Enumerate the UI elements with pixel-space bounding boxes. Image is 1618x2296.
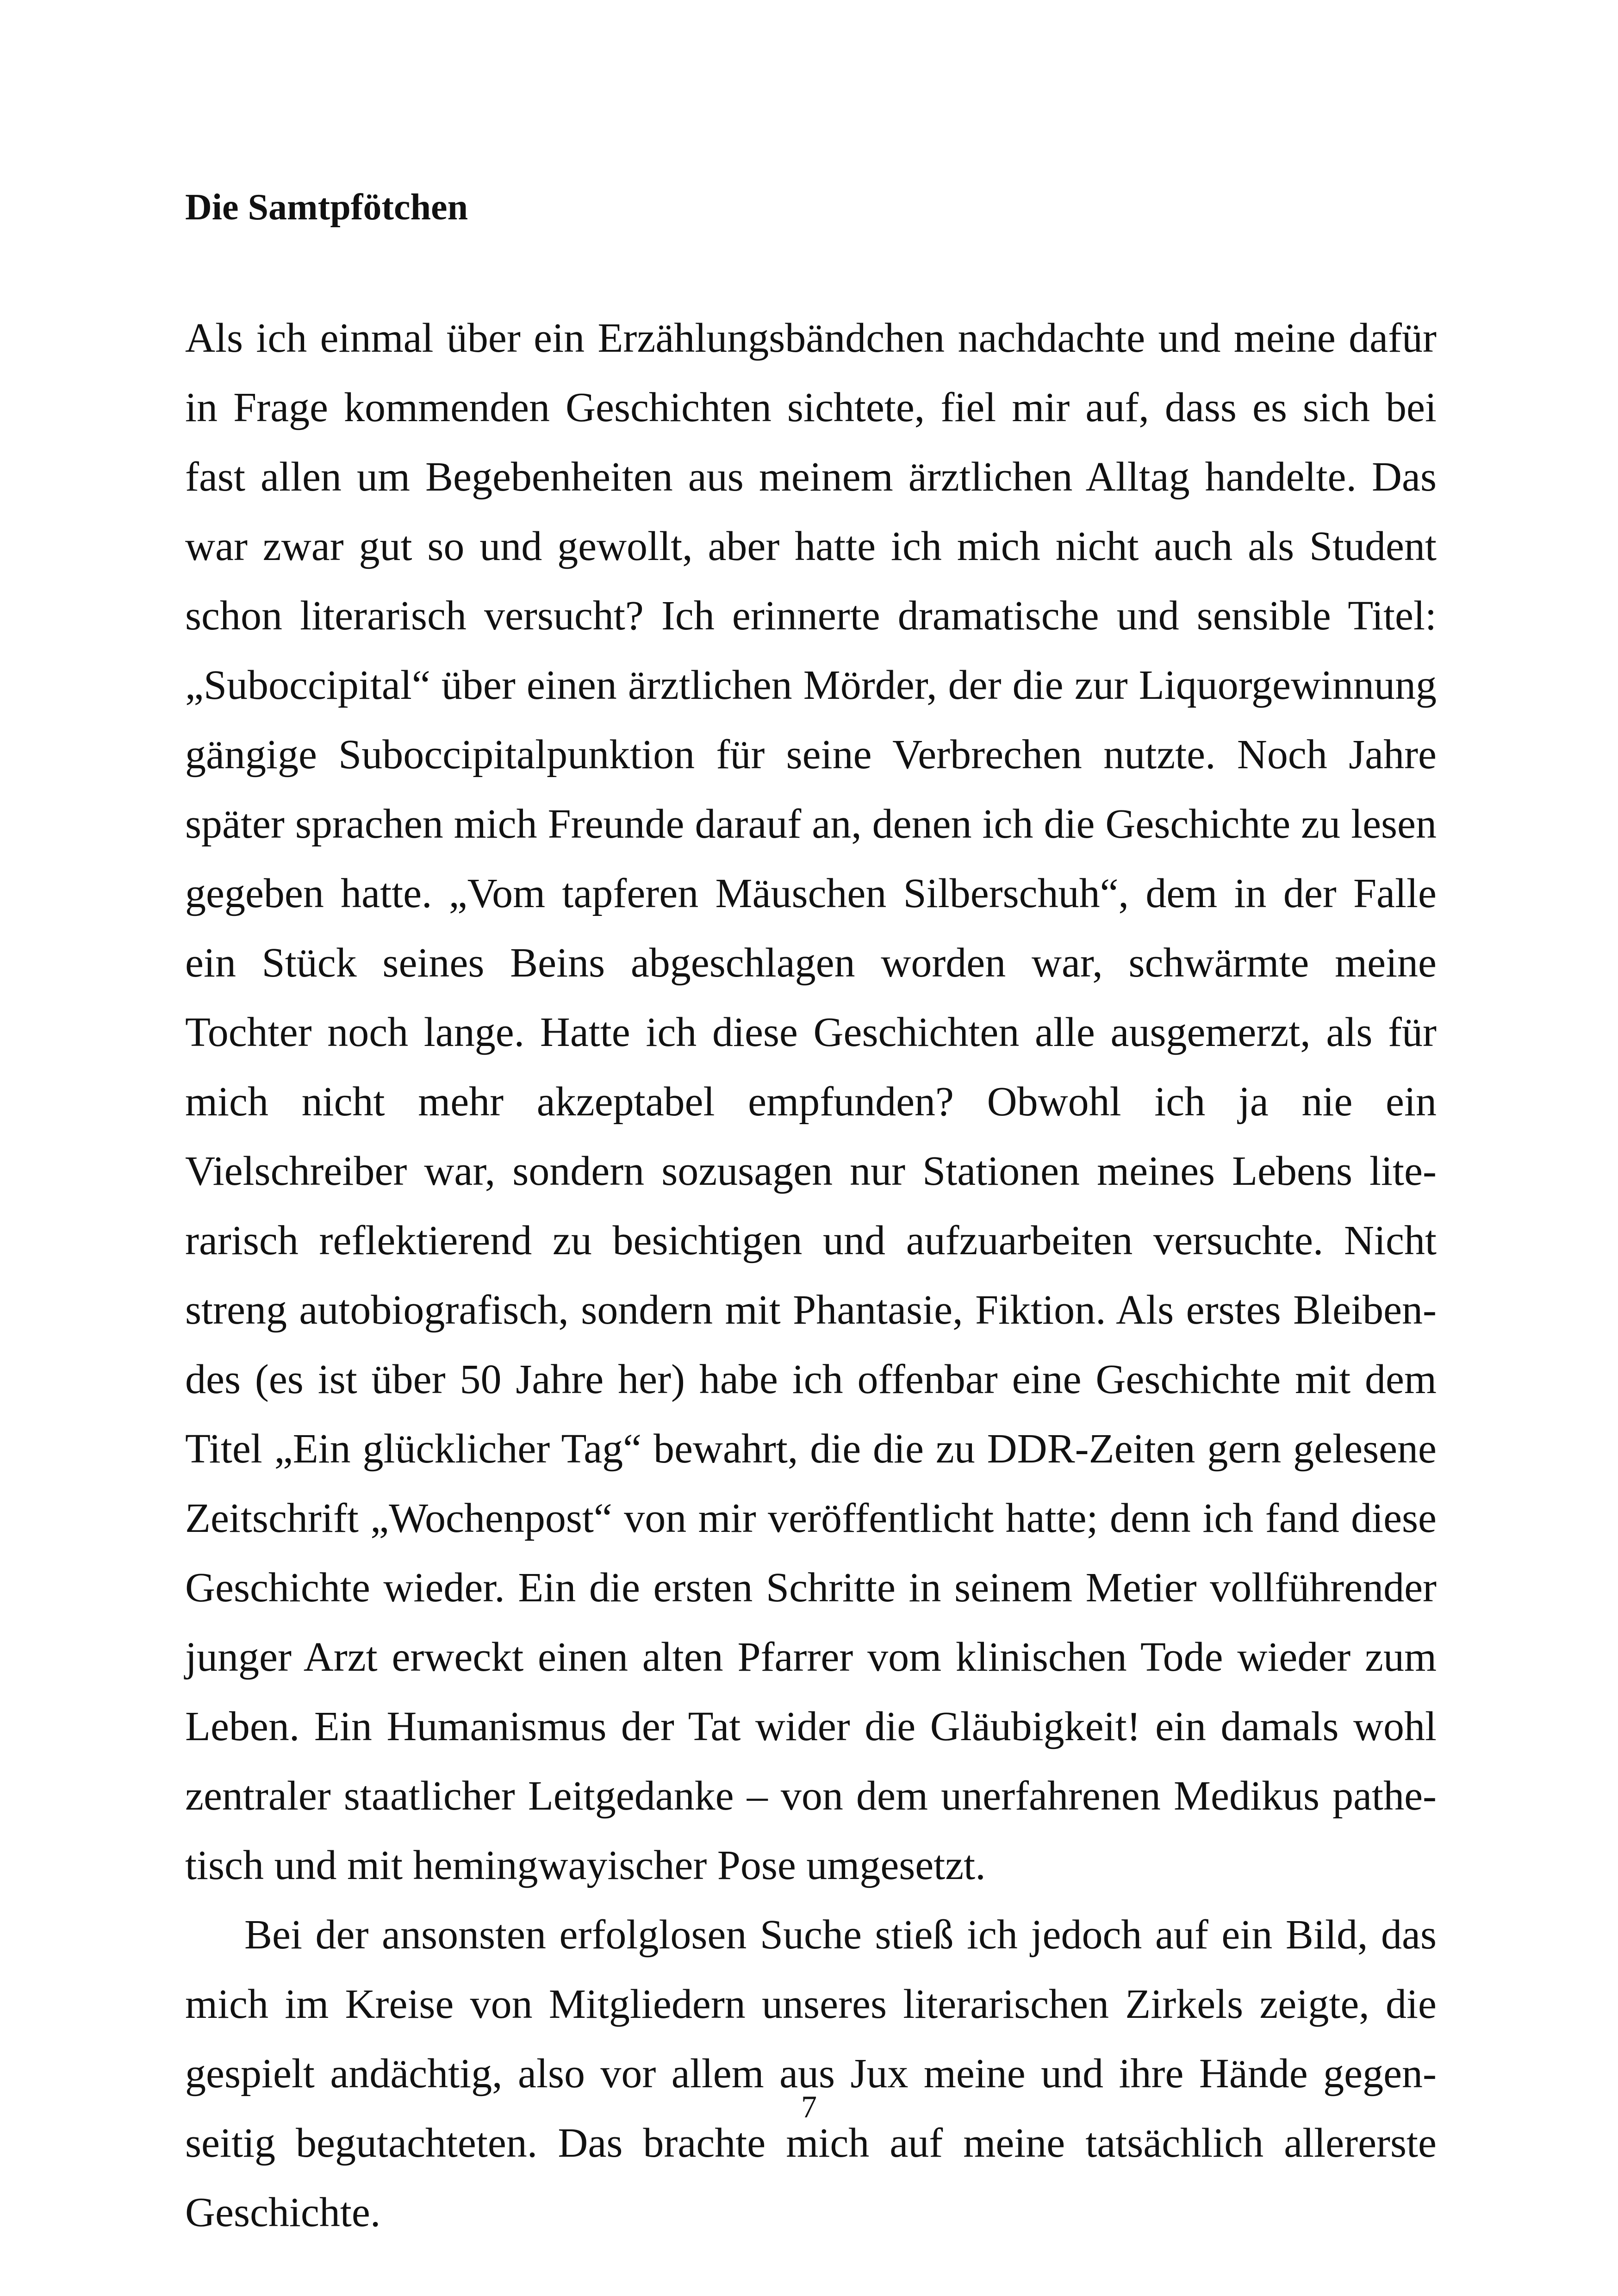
paragraph: Als ich einmal über ein Erzählungsbändchen nachdachte und meine dafür in Frage kommenden Geschichten sichtete, fiel mir auf, dass es sich bei fast allen um Begebenheiten aus meinem ärztlichen Alltag handelte. Das war zwar gut so und gewollt, aber hatte ich mich nicht auch als Student schon literarisch versucht? Ich erinnerte dramatische und sensible Titel: „Suboccipital“ über einen ärztlichen Mörder, der die zur Liquorgewinnung gängige Suboccipitalpunktion für seine Verbrechen nutzte. Noch Jahre später sprachen mich Freunde darauf an, denen ich die Geschichte zu lesen gegeben hatte. „Vom tapferen Mäuschen Silberschuh“, dem in der Falle ein Stück seines Beins abgeschlagen worden war, schwärmte meine Tochter noch lange. Hatte ich diese Geschichten alle ausgemerzt, als für mich nicht mehr akzeptabel empfunden? Obwohl ich ja nie ein Vielschreiber war, sondern sozusagen nur Stationen meines Lebens literarisch reflektierend zu besichtigen und aufzuarbeiten versuchte. Nicht streng autobiografisch, sondern mit Phantasie, Fiktion. Als erstes Bleibendes (es ist über 50 Jahre her) habe ich offenbar eine Geschichte mit dem Titel „Ein glücklicher Tag“ bewahrt, die die zu DDR-Zeiten gern gelesene Zeitschrift „Wochenpost“ von mir veröffentlicht hatte; denn ich fand diese Geschichte wieder. Ein die ersten Schritte in seinem Metier vollführender junger Arzt erweckt einen alten Pfarrer vom klinischen Tode wieder zum Leben. Ein Humanismus der Tat wider die Gläubigkeit! ein damals wohl zentraler staatlicher Leitgedanke – von dem unerfahrenen Medikus pathetisch und mit hemingwayischer Pose umgesetzt. xyxy=(185,315,1437,1888)
paragraph: Bei der ansonsten erfolglosen Suche stieß ich jedoch auf ein Bild, das mich im Kreise von Mitgliedern unseres literarischen Zirkels zeigte, die gespielt andächtig, also vor allem aus Jux meine und ihre Hände gegenseitig begutachteten. Das brachte mich auf meine tatsächlich allererste Geschichte. xyxy=(185,1912,1437,2235)
page-number: 7 xyxy=(801,2089,817,2124)
chapter-title: Die Samtpfötchen xyxy=(185,187,468,228)
chapter-body xyxy=(185,304,1437,2247)
